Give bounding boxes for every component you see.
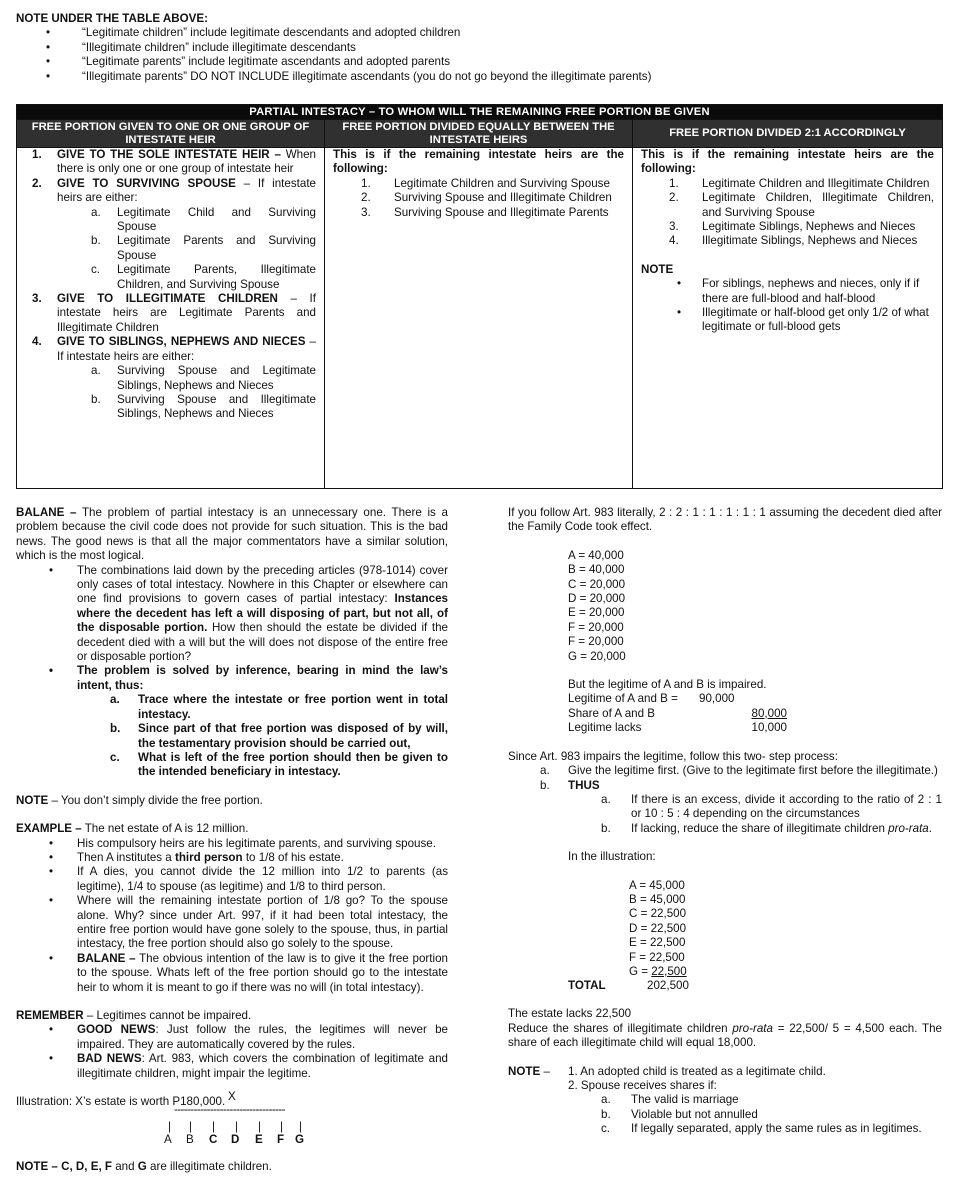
tree-child: D xyxy=(231,1133,240,1146)
top-note-item: • “Illegitimate parents” DO NOT INCLUDE illegitimate ascendants (you do not go beyond the illegitimate parents) xyxy=(16,70,946,84)
col3-note-item: • Illegitimate or half-blood get only 1/2 of what legitimate or full-blood gets xyxy=(641,306,934,335)
col3-note-item: • For siblings, nephews and nieces, only if if there are full-blood and half-blood xyxy=(641,277,934,306)
share-line: D = 20,000 xyxy=(568,592,626,606)
col1-item: 1. GIVE TO THE SOLE INTESTATE HEIR – When there is only one or one group of intestate heir xyxy=(32,148,316,176)
shares-list-1 xyxy=(508,549,942,736)
tree-branch: | xyxy=(189,1120,193,1133)
table-cell-col1 xyxy=(17,148,325,489)
tree-child: E xyxy=(255,1133,263,1146)
calc-row: Legitime lacks 10,000 xyxy=(568,721,787,735)
spouse-item: c. If legally separated, apply the same rules as in legitimes. xyxy=(601,1122,922,1136)
top-note-item: • “Legitimate children” include legitimate descendants and adopted children xyxy=(16,26,946,40)
example-bullet: • His compulsory heirs are his legitimate parents, and surviving spouse. xyxy=(16,837,448,851)
step-b: b. THUS xyxy=(540,778,600,792)
col1-item: 4. GIVE TO SIBLINGS, NEPHEWS AND NIECES – If intestate heirs are either: xyxy=(32,335,316,363)
example-bullet: • Then A institutes a third person to 1/8 of his estate. xyxy=(16,851,448,865)
table-cell-col2 xyxy=(325,148,633,489)
col1-item: 3. GIVE TO ILLEGITIMATE CHILDREN – If intestate heirs are Legitimate Parents and Illegitimate Children xyxy=(32,292,316,334)
tree-branch: | xyxy=(235,1120,239,1133)
col1-subitem: a. Legitimate Child and Surviving Spouse xyxy=(91,205,316,234)
spouse-item: a. The valid is marriage xyxy=(601,1093,739,1107)
tree-branch: | xyxy=(212,1120,216,1133)
example-bullet: • Where will the remaining intestate portion of 1/8 go? To the spouse alone. Why? since under Art. 997, if it had been total intestacy, the entire free portion would have gone solely to the spouse, thus, in partial intestacy, the free portion should also go solely to the spouse. xyxy=(16,894,448,952)
col3-note-label: NOTE xyxy=(641,262,674,276)
top-note xyxy=(16,12,946,84)
col3-item: 1. Legitimate Children and Illegitimate Children xyxy=(669,176,930,190)
final-note-item: 2. Spouse receives shares if: xyxy=(568,1079,717,1092)
remember-bullet: • GOOD NEWS: Just follow the rules, the legitimes will never be impaired. They are automatically covered by the rules. xyxy=(16,1023,448,1052)
calc-row: Share of A and B 80,000 xyxy=(568,706,787,720)
tree-branch: | xyxy=(168,1120,172,1133)
share-line: F = 22,500 xyxy=(629,950,685,964)
remember-bullet: • BAD NEWS: Art. 983, which covers the combination of legitimate and illegitimate children, might impair the legitime. xyxy=(16,1052,448,1081)
balane-subitem: c. What is left of the free portion should then be given to the intended beneficiary in intestacy. xyxy=(110,750,448,779)
impaired-line: But the legitime of A and B is impaired. xyxy=(568,678,767,692)
step-a: a. Give the legitime first. (Give to the legitimate first before the illegitimate.) xyxy=(540,764,938,778)
table-cell-col3 xyxy=(633,148,943,489)
left-column xyxy=(16,506,448,1109)
share-line: E = 20,000 xyxy=(568,606,625,620)
col3-intro: This is if the remaining intestate heirs are the following: xyxy=(641,148,935,176)
col2-item: 2. Surviving Spouse and Illegitimate Children xyxy=(361,191,612,205)
spouse-item: b. Violable but not annulled xyxy=(601,1107,758,1121)
col3-item: 4. Illegitimate Siblings, Nephews and Nieces xyxy=(669,234,918,248)
tree-root: X xyxy=(228,1090,236,1103)
balane-subitem: a. Trace where the intestate or free portion went in total intestacy. xyxy=(110,693,448,721)
col3-item: 3. Legitimate Siblings, Nephews and Nieces xyxy=(669,220,916,234)
top-note-heading: NOTE UNDER THE TABLE ABOVE: xyxy=(16,12,208,25)
table-header-col2: FREE PORTION DIVIDED EQUALLY BETWEEN THE INTESTATE HEIRS xyxy=(325,120,633,148)
shares-list-2 xyxy=(508,879,942,980)
final-note-item: 1. An adopted child is treated as a legitimate child. xyxy=(568,1064,826,1078)
since-line: Since Art. 983 impairs the legitime, follow this two- step process: xyxy=(508,749,838,763)
tree-child: F xyxy=(277,1133,285,1146)
tree-child: C xyxy=(209,1133,218,1146)
tree-child: B xyxy=(186,1133,194,1146)
tree-branch: | xyxy=(280,1120,284,1133)
lacks-line: The estate lacks 22,500 xyxy=(508,1007,632,1021)
col2-item: 1. Legitimate Children and Surviving Spouse xyxy=(361,176,610,190)
bottom-note: NOTE – C, D, E, F and G are illegitimate children. xyxy=(16,1160,272,1173)
partial-intestacy-table xyxy=(16,104,943,489)
table-title: PARTIAL INTESTACY – TO WHOM WILL THE REMAINING FREE PORTION BE GIVEN xyxy=(17,105,943,120)
share-line: F = 20,000 xyxy=(568,635,624,649)
share-line: B = 40,000 xyxy=(568,563,625,577)
share-line: A = 45,000 xyxy=(629,878,685,892)
share-line: F = 20,000 xyxy=(568,620,624,634)
example-bullet: • If A dies, you cannot divide the 12 million into 1/2 to parents (as legitime), 1/4 to spouse (as legitime) and 1/8 to third person. xyxy=(16,865,448,894)
balane-paragraph: BALANE – The problem of partial intestacy is an unnecessary one. There is a problem because the civil code does not provide for such situation. This is the bad news. The good news is that all the major commentators have a similar solution, which is the most logical. xyxy=(16,506,448,563)
share-line: G = 22,500 xyxy=(629,964,687,978)
note-paragraph: NOTE – You don’t simply divide the free portion. xyxy=(16,793,263,807)
share-line: C = 22,500 xyxy=(629,907,687,921)
table-header-col1: FREE PORTION GIVEN TO ONE OR ONE GROUP OF INTESTATE HEIR xyxy=(17,120,325,148)
balane-subitem: b. Since part of that free portion was disposed of by will, the testamentary provision should be carried out, xyxy=(110,722,448,750)
tree-child: G xyxy=(295,1133,305,1146)
col2-item: 3. Surviving Spouse and Illegitimate Parents xyxy=(361,205,609,219)
col2-intro: This is if the remaining intestate heirs are the following: xyxy=(333,148,624,176)
share-line: D = 22,500 xyxy=(629,921,687,935)
col1-subitem: a. Surviving Spouse and Legitimate Siblings, Nephews and Nieces xyxy=(91,364,316,392)
thus-item: a. If there is an excess, divide it according to the ratio of 2 : 1 or 10 : 5 : 4 depending on the circumstances xyxy=(601,792,942,821)
col1-item: 2. GIVE TO SURVIVING SPOUSE – If intestate heirs are either: xyxy=(32,176,316,205)
share-line: E = 22,500 xyxy=(629,936,686,950)
col1-subitem: b. Surviving Spouse and Illegitimate Siblings, Nephews and Nieces xyxy=(91,392,316,421)
top-note-item: • “Illegitimate children” include illegitimate descendants xyxy=(16,41,946,55)
col1-subitem: b. Legitimate Parents and Surviving Spouse xyxy=(91,234,316,262)
share-line: B = 45,000 xyxy=(629,892,686,906)
example-bullet: • BALANE – The obvious intention of the law is to give it the free portion to the spouse. Whats left of the free portion should go to the intestate heir to whom it is meant to go if there was no will (in total intestacy). xyxy=(16,952,448,995)
col3-item: 2. Legitimate Children, Illegitimate Children, and Surviving Spouse xyxy=(669,191,935,219)
tree-child: A xyxy=(164,1133,172,1146)
share-line: C = 20,000 xyxy=(568,577,626,591)
balane-bullet: • The problem is solved by inference, bearing in mind the law’s intent, thus: xyxy=(16,664,448,693)
final-note: NOTE – 1. An adopted child is treated as a legitimate child. 2. Spouse receives shares if: xyxy=(508,1065,942,1094)
tree-branch: | xyxy=(258,1120,262,1133)
right-column xyxy=(508,506,942,1137)
calc-row: Legitime of A and B = 90,000 xyxy=(568,692,735,706)
remember-paragraph: REMEMBER – Legitimes cannot be impaired. xyxy=(16,1009,252,1022)
thus-item: b. If lacking, reduce the share of illegitimate children pro-rata. xyxy=(601,821,932,835)
reduce-line: Reduce the shares of illegitimate children pro-rata = 22,500/ 5 = 4,500 each. The share of each illegitimate child will equal 18,000. xyxy=(508,1021,942,1050)
example-paragraph: EXAMPLE – The net estate of A is 12 million. xyxy=(16,822,249,836)
right-intro: If you follow Art. 983 literally, 2 : 2 : 1 : 1 : 1 : 1 : 1 assuming the decedent died after the Family Code took effect. xyxy=(508,506,942,534)
balane-bullet: • The combinations laid down by the preceding articles (978-1014) cover only cases of total intestacy. Nowhere in this Chapter or elsewhere can one find provisions to govern cases of partial intestacy: Instances where the decedent has left a will disposing of part, but not all, of the disposable portion. How then should the estate be divided if the decedent died with a will but the will does not dispose of the entire free or disposable portion? xyxy=(16,564,448,665)
tree-branch: | xyxy=(299,1120,303,1133)
top-note-item: • “Legitimate parents” include legitimate ascendants and adopted parents xyxy=(16,55,946,69)
illustration-line: Illustration: X’s estate is worth P180,000. xyxy=(16,1095,226,1109)
total-row: TOTAL 202,500 xyxy=(568,979,689,993)
in-illustration: In the illustration: xyxy=(568,850,656,864)
col1-subitem: c. Legitimate Parents, Illegitimate Children, and Surviving Spouse xyxy=(91,263,316,291)
share-line: A = 40,000 xyxy=(568,548,624,562)
table-header-col3: FREE PORTION DIVIDED 2:1 ACCORDINGLY xyxy=(633,120,943,148)
tree-line: ---------------------------------- xyxy=(174,1103,285,1116)
share-line: G = 20,000 xyxy=(568,649,626,663)
